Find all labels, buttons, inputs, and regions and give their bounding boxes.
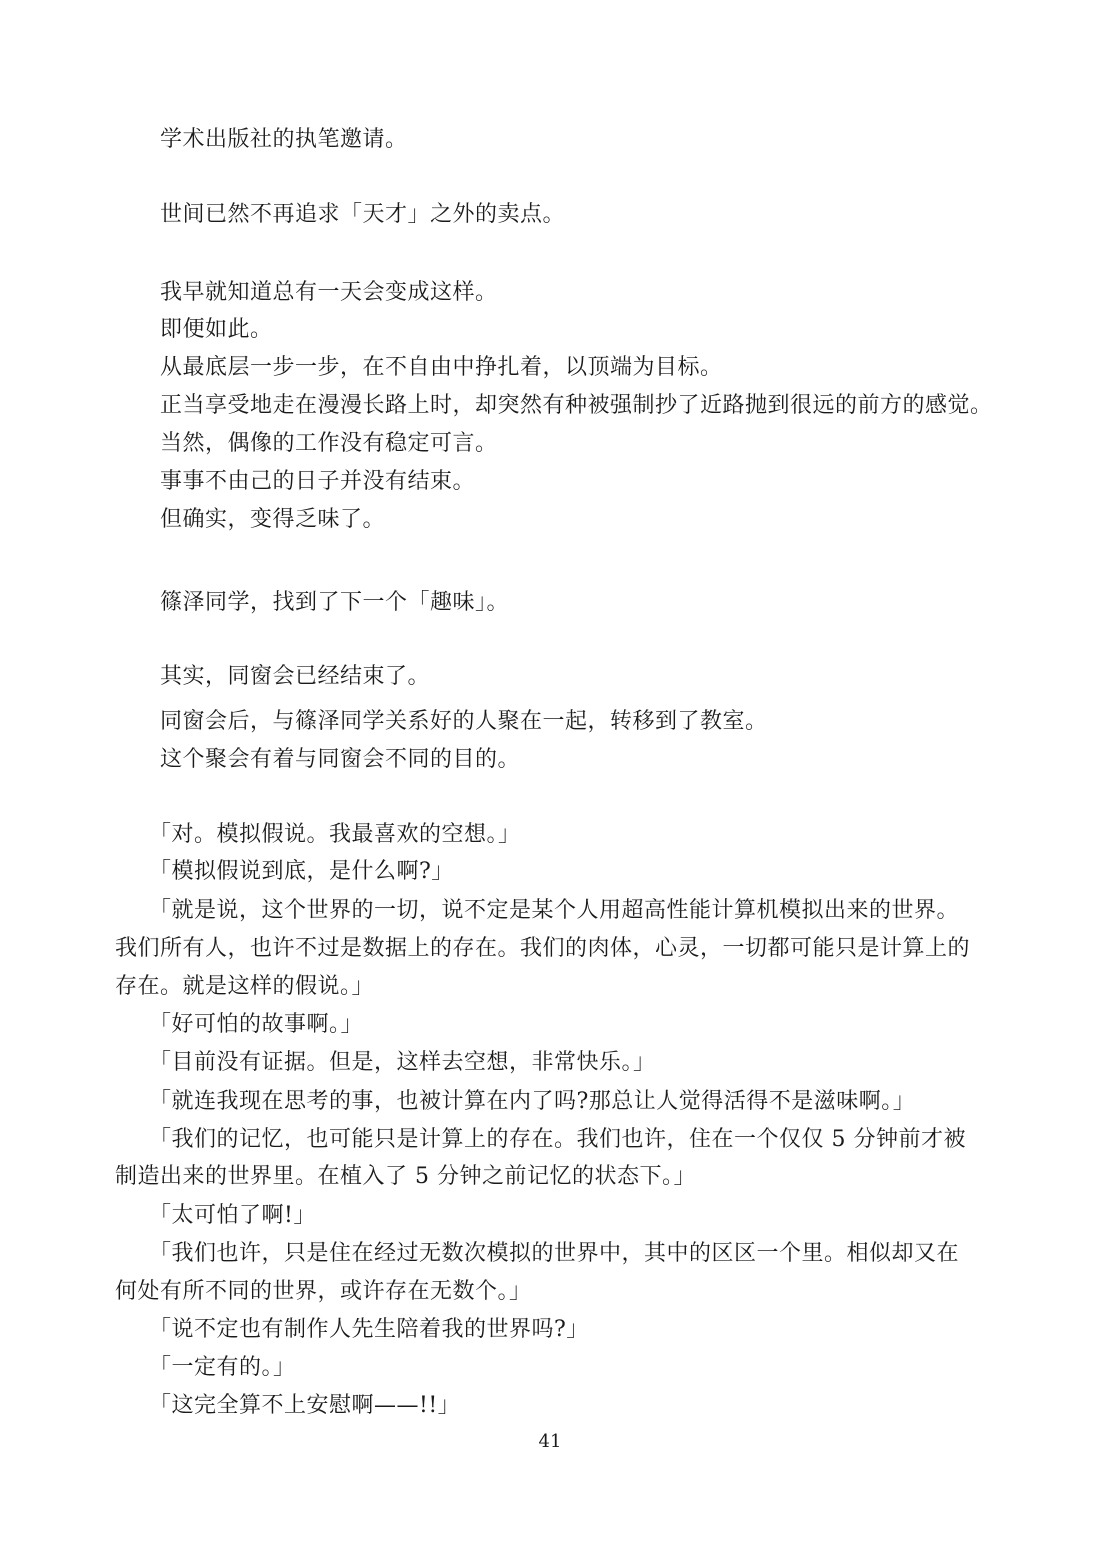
paragraph-line: 同窗会后，与篠泽同学关系好的人聚在一起，转移到了教室。: [115, 709, 768, 734]
paragraph-line: 从最底层一步一步，在不自由中挣扎着，以顶端为目标。: [115, 355, 723, 380]
dialogue-line: 「模拟假说到底，是什么啊?」: [115, 859, 454, 884]
paragraph-line: 这个聚会有着与同窗会不同的目的。: [115, 747, 521, 772]
dialogue-line: 「就是说，这个世界的一切，说不定是某个人用超高性能计算机模拟出来的世界。: [115, 898, 960, 923]
dialogue-line: 「一定有的。」: [115, 1355, 296, 1380]
dialogue-line: 制造出来的世界里。在植入了 5 分钟之前记忆的状态下。」: [115, 1164, 696, 1189]
dialogue-line: 「这完全算不上安慰啊——!!」: [115, 1393, 461, 1418]
dialogue-line: 我们所有人，也许不过是数据上的存在。我们的肉体，心灵，一切都可能只是计算上的: [115, 936, 971, 961]
paragraph-line: 世间已然不再追求「天才」之外的卖点。: [115, 202, 566, 227]
paragraph-line: 我早就知道总有一天会变成这样。: [115, 280, 498, 305]
paragraph-line: 学术出版社的执笔邀请。: [115, 127, 408, 152]
dialogue-line: 「我们也许，只是住在经过无数次模拟的世界中，其中的区区一个里。相似却又在: [115, 1241, 960, 1266]
dialogue-line: 何处有所不同的世界，或许存在无数个。」: [115, 1279, 532, 1304]
dialogue-line: 「目前没有证据。但是，这样去空想，非常快乐。」: [115, 1050, 656, 1075]
paragraph-line: 但确实，变得乏味了。: [115, 507, 386, 532]
paragraph-line: 其实，同窗会已经结束了。: [115, 664, 431, 689]
paragraph-line: 当然，偶像的工作没有稳定可言。: [115, 431, 498, 456]
paragraph-line: 篠泽同学，找到了下一个「趣味」。: [115, 590, 510, 615]
dialogue-line: 「太可怕了啊!」: [115, 1203, 316, 1228]
paragraph-line: 即便如此。: [115, 317, 273, 342]
dialogue-line: 存在。就是这样的假说。」: [115, 974, 375, 999]
dialogue-line: 「对。模拟假说。我最喜欢的空想。」: [115, 822, 521, 847]
paragraph-line: 正当享受地走在漫漫长路上时，却突然有种被强制抄了近路抛到很远的前方的感觉。: [115, 393, 993, 418]
dialogue-line: 「好可怕的故事啊。」: [115, 1012, 364, 1037]
page-number: 41: [538, 1431, 562, 1452]
paragraph-line: 事事不由己的日子并没有结束。: [115, 469, 476, 494]
dialogue-line: 「就连我现在思考的事，也被计算在内了吗?那总让人觉得活得不是滋味啊。」: [115, 1089, 916, 1114]
dialogue-line: 「说不定也有制作人先生陪着我的世界吗?」: [115, 1317, 589, 1342]
dialogue-line: 「我们的记忆，也可能只是计算上的存在。我们也许，住在一个仅仅 5 分钟前才被: [115, 1127, 966, 1152]
